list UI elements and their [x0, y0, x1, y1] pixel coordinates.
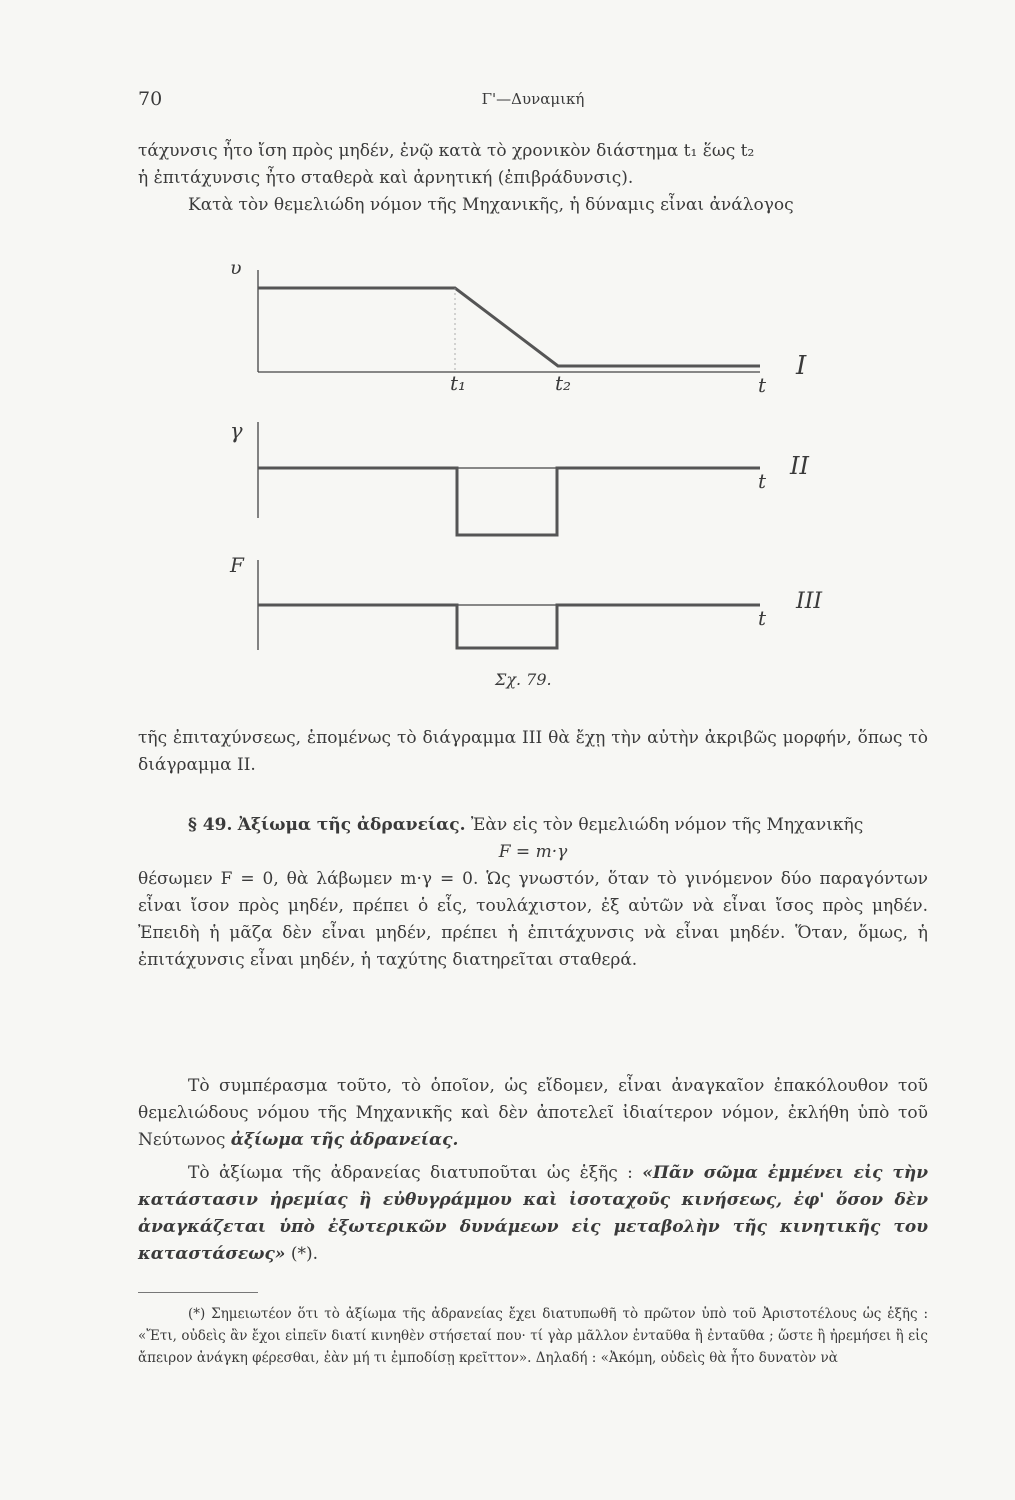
v-axis-label: υ — [230, 257, 242, 279]
section-49-body: θέσωμεν F = 0, θὰ λάβωμεν m·γ = 0. Ὡς γνωστόν, ὅταν τὸ γινόμενον δύο παραγόντων εἶναι ἴσον πρὸς μηδέν, πρέπει ὁ εἷς, τουλάχιστον, ἐξ αὐτῶν νὰ εἶναι ἴσος πρὸς μηδέν. Ἐπειδὴ ἡ μᾶζα δὲν εἶναι μηδέν, πρέπει ἡ ἐπιτάχυνσις νὰ εἶναι μηδέν. Ὅταν, ὅμως, ἡ ἐπιτάχυνσις εἶναι μηδέν, ἡ ταχύτης διατηρεῖται σταθερά. — [138, 869, 928, 970]
paragraph-1-line-3: Κατὰ τὸν θεμελιώδη νόμον τῆς Μηχανικῆς, ἡ δύναμις εἶναι ἀνάλογος — [188, 195, 794, 215]
diagram-acceleration — [230, 419, 809, 535]
t-label-I: t — [758, 373, 767, 397]
axiom-quote: «Πᾶν σῶμα ἐμμένει εἰς τὴν κατάστασιν ἠρεμίας ἢ εὐθυγράμμου καὶ ἰσοταχοῦς κινήσεως, ἐφ' ὅσον δὲν ἀναγκάζεται ὑπὸ ἐξωτερικῶν δυνάμεων εἰς μεταβολὴν τῆς κινητικῆς του καταστάσεως» — [138, 1163, 929, 1264]
t2-label: t₂ — [555, 371, 572, 395]
paragraph-4 — [138, 1160, 928, 1268]
diagram-force — [229, 553, 823, 650]
v-curve — [258, 288, 760, 366]
paragraph-2 — [138, 725, 928, 779]
gamma-curve — [258, 468, 760, 535]
footnote-ref: (*). — [290, 1244, 319, 1264]
page-header — [138, 88, 928, 118]
section-49 — [138, 812, 928, 974]
F-axis-label: F — [230, 553, 244, 577]
paragraph-2-text: τῆς ἐπιταχύνσεως, ἑπομένως τὸ διάγραμμα III θὰ ἔχῃ τὴν αὐτὴν ἀκριβῶς μορφήν, ὅπως τὸ διάγραμμα II. — [138, 728, 928, 775]
term-axiom-of-inertia: ἀξίωμα τῆς ἀδρανείας. — [230, 1130, 459, 1150]
paragraph-3-body: Τὸ συμπέρασμα τοῦτο, τὸ ὁποῖον, ὡς εἴδομεν, εἶναι ἀναγκαῖον ἐπακόλουθον τοῦ θεμελιώδους νόμου τῆς Μηχανικῆς καὶ δὲν ἀποτελεῖ ἰδιαίτερον νόμον, ἐκλήθη ὑπὸ τοῦ Νεύτωνος — [138, 1076, 928, 1150]
section-49-heading — [138, 812, 928, 839]
formula-F-equals-m-gamma: F = m·γ — [498, 842, 568, 862]
footnote-divider — [138, 1292, 258, 1293]
roman-label-I: I — [796, 351, 807, 381]
t-label-III: t — [758, 606, 767, 630]
roman-label-III: III — [796, 589, 823, 614]
diagram-velocity — [230, 257, 807, 397]
t-label-II: t — [758, 469, 767, 493]
figure-79 — [200, 250, 840, 710]
gamma-axis-label: γ — [230, 419, 243, 443]
roman-label-II: II — [790, 452, 809, 480]
paragraph-3 — [138, 1073, 928, 1154]
paragraph-1-line-2: ἡ ἐπιτάχυνσις ἦτο σταθερὰ καὶ ἀρνητική (ἐπιβράδυνσις). — [138, 168, 634, 188]
running-head: Γ'—Δυναμική — [481, 90, 585, 108]
paragraph-3-text — [138, 1073, 928, 1154]
page-number: 70 — [138, 88, 163, 110]
F-curve — [258, 605, 760, 648]
paragraph-1-line-1: τάχυνσις ἦτο ἴση πρὸς μηδέν, ἐνῷ κατὰ τὸ χρονικὸν διάστημα t₁ ἕως t₂ — [138, 141, 755, 161]
section-number: § 49. — [188, 815, 233, 835]
t1-label: t₁ — [450, 371, 467, 395]
footnote — [138, 1303, 928, 1369]
footnote-text: (*) Σημειωτέον ὅτι τὸ ἀξίωμα τῆς ἀδρανείας ἔχει διατυπωθῆ τὸ πρῶτον ὑπὸ τοῦ Ἀριστοτέλους ὡς ἑξῆς : «Ἔτι, οὐδεὶς ἂν ἔχοι εἰπεῖν διατί κινηθὲν στήσεταί που· τί γὰρ μᾶλλον ἐνταῦθα ἢ ἐνταῦθα ; ὥστε ἢ ἠρεμήσει ἢ εἰς ἄπειρον ἀνάγκη φέρεσθαι, ἐὰν μή τι ἐμποδίσῃ κρεῖττον». Δηλαδή : «Ἀκόμη, οὐδεὶς θὰ ἦτο δυνατὸν νὰ — [138, 1306, 928, 1366]
paragraph-4-intro: Τὸ ἀξίωμα τῆς ἀδρανείας διατυποῦται ὡς ἑξῆς : — [188, 1163, 633, 1183]
paragraph-4-text — [138, 1160, 928, 1268]
figure-caption: Σχ. 79. — [495, 670, 552, 689]
section-intro: Ἐὰν εἰς τὸν θεμελιώδη νόμον τῆς Μηχανικῆς — [470, 815, 864, 835]
section-title: Ἀξίωμα τῆς ἀδρανείας. — [237, 815, 466, 835]
paragraph-1 — [138, 138, 928, 219]
